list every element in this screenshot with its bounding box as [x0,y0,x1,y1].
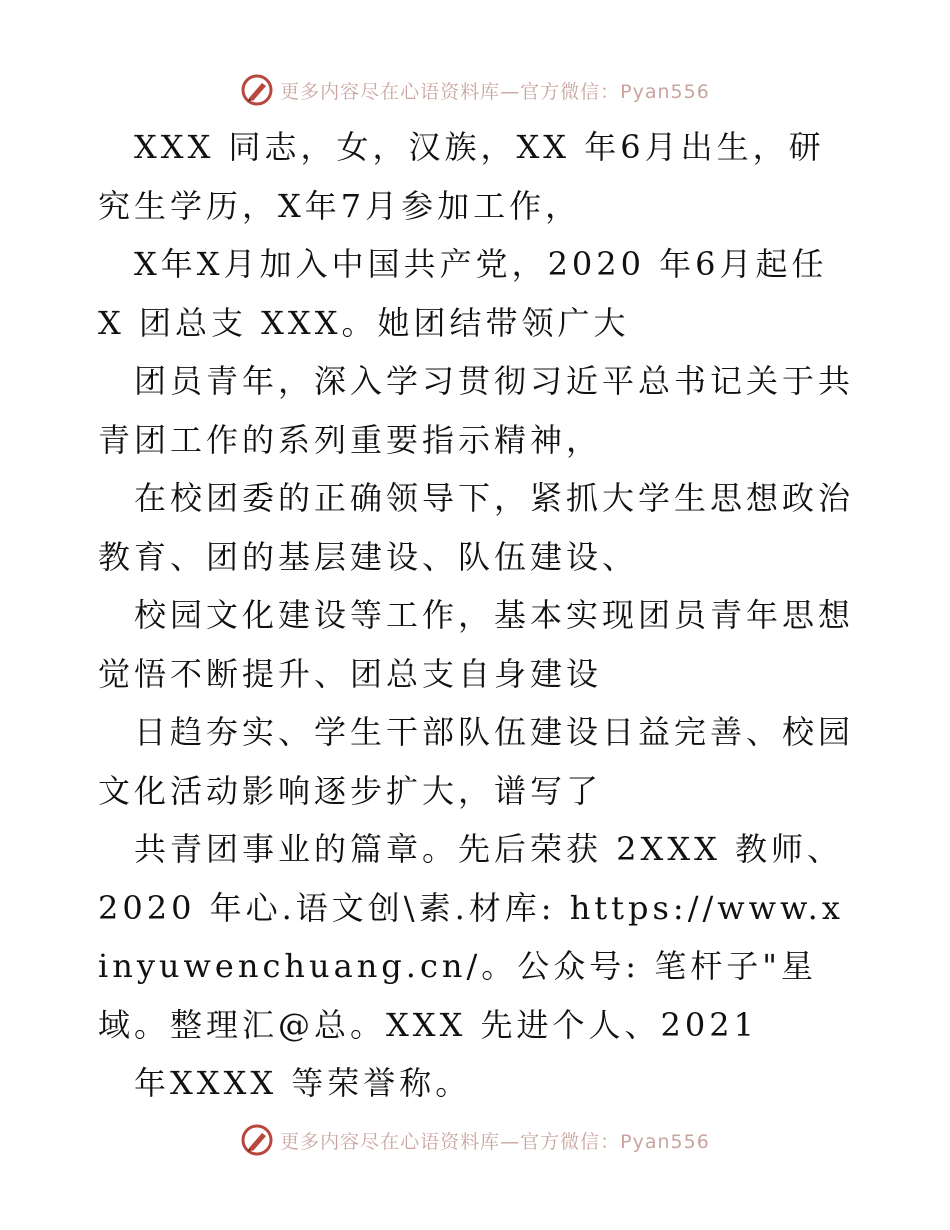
paragraph: XXX 同志，女，汉族，XX 年6月出生，研究生学历，X年7月参加工作， [98,128,825,225]
paragraph: 年XXXX 等荣誉称。 [134,1064,472,1102]
pen-seal-icon [240,73,274,107]
paragraph: 日趋夯实、学生干部队伍建设日益完善、校园文化活动影响逐步扩大，谱写了 [98,713,855,810]
paragraph: X年X月加入中国共产党，2020 年6月起任 X 团总支 XXX。她团结带领广大 [98,245,828,342]
header-banner [0,70,950,110]
paragraph: 校园文化建设等工作，基本实现团员青年思想觉悟不断提升、团总支自身建设 [98,596,855,693]
paragraph: 共青团事业的篇章。先后荣获 2XXX 教师、2020 年心.语文创\素.材库: https://www.xinyuwenchuang.cn/。公众号: 笔杆子"星域。整理汇@总。XXX 先进个人、2021 [98,830,844,1044]
pen-seal-icon [240,1123,274,1157]
document-body [98,118,858,1113]
header-banner-text: 更多内容尽在心语资料库—官方微信：Pyan556 [280,80,710,103]
paragraph: 在校团委的正确领导下，紧抓大学生思想政治教育、团的基层建设、队伍建设、 [98,479,855,576]
paragraph: 团员青年，深入学习贯彻习近平总书记关于共青团工作的系列重要指示精神， [98,362,855,459]
footer-banner [0,1120,950,1160]
footer-banner-text: 更多内容尽在心语资料库—官方微信：Pyan556 [280,1130,710,1153]
